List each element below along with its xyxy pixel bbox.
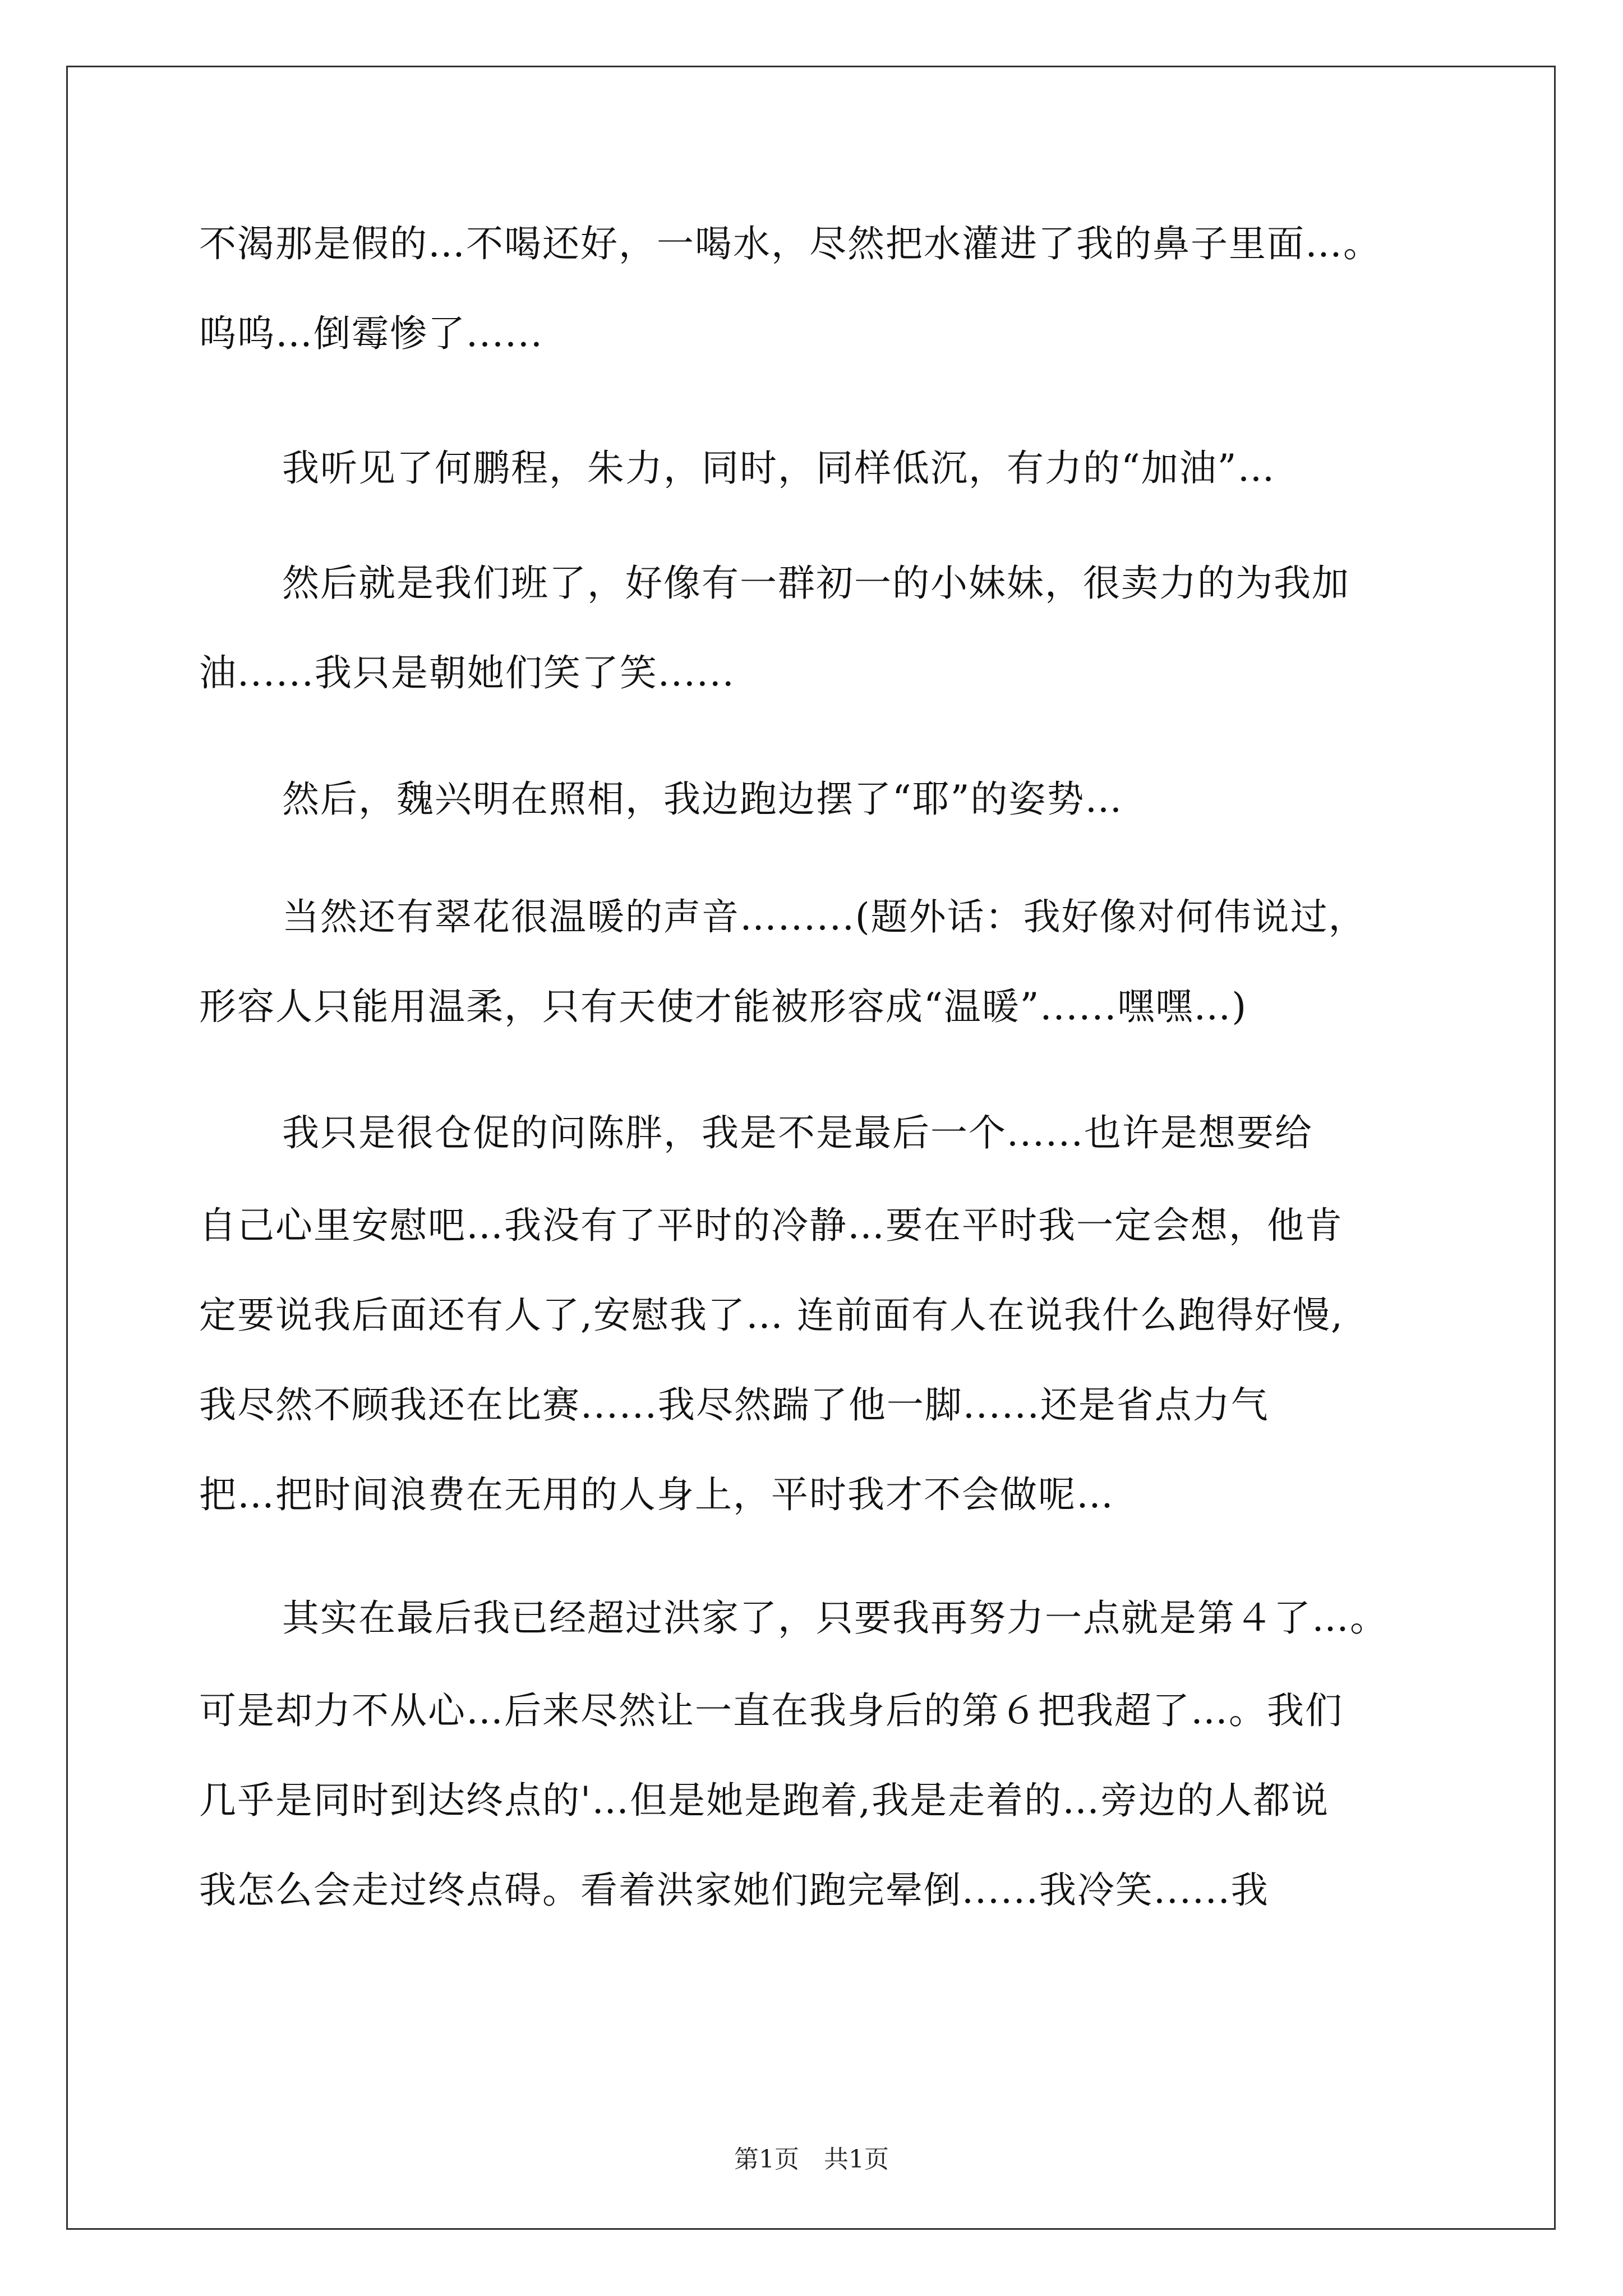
page-footer bbox=[0, 2143, 1623, 2177]
text-line: 形容人只能用温柔，只有天使才能被形容成“温暖”......嘿嘿…) bbox=[199, 985, 1248, 1028]
text-line: 油......我只是朝她们笑了笑...... bbox=[199, 651, 735, 694]
text-line: 不渴那是假的…不喝还好，一喝水，尽然把水灌进了我的鼻子里面…。 bbox=[199, 222, 1381, 265]
text-line: 自己心里安慰吧…我没有了平时的冷静…要在平时我一定会想，他肯 bbox=[199, 1204, 1343, 1247]
text-line: 定要说我后面还有人了,安慰我了… 连前面有人在说我什么跑得好慢, bbox=[199, 1294, 1344, 1337]
page-total: 共1页 bbox=[824, 2145, 889, 2174]
text-line: 我怎么会走过终点碍。看着洪家她们跑完晕倒......我冷笑......我 bbox=[199, 1869, 1269, 1912]
text-line: 然后，魏兴明在照相，我边跑边摆了“耶”的姿势… bbox=[282, 777, 1123, 821]
text-line: 几乎是同时到达终点的'…但是她是跑着,我是走着的…旁边的人都说 bbox=[199, 1779, 1330, 1822]
text-line: 我只是很仓促的问陈胖，我是不是最后一个......也许是想要给 bbox=[282, 1111, 1313, 1154]
text-line: 我听见了何鹏程，朱力，同时，同样低沉，有力的“加油”… bbox=[282, 447, 1276, 490]
text-line: 然后就是我们班了，好像有一群初一的小妹妹，很卖力的为我加 bbox=[282, 562, 1350, 605]
text-line: 我尽然不顾我还在比赛......我尽然踹了他一脚......还是省点力气 bbox=[199, 1383, 1269, 1427]
text-line: 其实在最后我已经超过洪家了，只要我再努力一点就是第４了…。 bbox=[282, 1596, 1388, 1640]
text-line: 当然还有翠花很温暖的声音…......(题外话：我好像对何伟说过， bbox=[282, 895, 1367, 938]
text-line: 把…把时间浪费在无用的人身上，平时我才不会做呢… bbox=[199, 1473, 1114, 1516]
page-number: 第1页 bbox=[734, 2145, 799, 2174]
text-line: 呜呜…倒霉惨了...... bbox=[199, 312, 543, 355]
text-line: 可是却力不从心…后来尽然让一直在我身后的第６把我超了…。我们 bbox=[199, 1689, 1343, 1732]
